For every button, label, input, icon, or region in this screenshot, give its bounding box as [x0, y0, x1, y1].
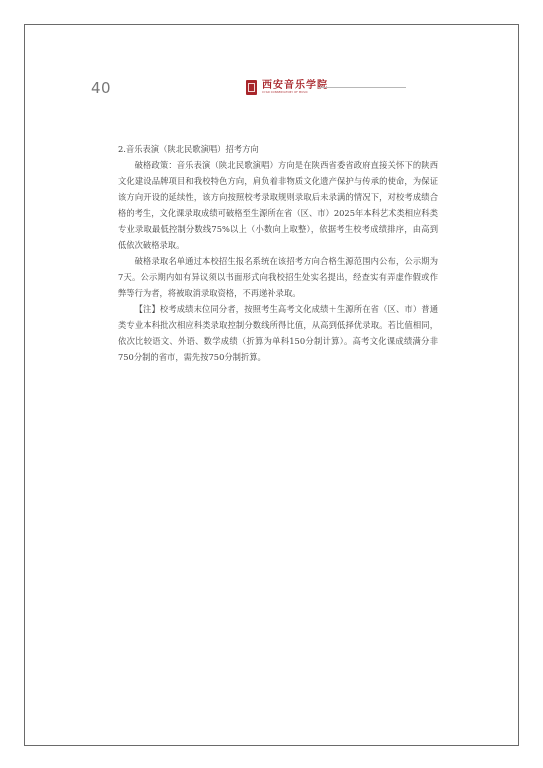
logo-subtitle: XI'AN CONSERVATORY OF MUSIC: [262, 90, 308, 94]
logo-name: 西安音乐学院: [262, 79, 328, 91]
university-logo: [246, 80, 328, 95]
paragraph-publicity: 破格录取名单通过本校招生报名系统在该招考方向合格生源范围内公布，公示期为7天。公示期内如有异议须以书面形式向我校招生处实名提出，经查实有弄虚作假或作弊等行为者，将被取消录取资格，不再递补录取。: [118, 256, 438, 298]
paragraph-note: 【注】校考成绩末位同分者，按照考生高考文化成绩＋生源所在省（区、市）普通类专业本科批次相应科类录取控制分数线所得比值，从高到低择优录取。若比值相同，依次比较语文、外语、数学成绩（折算为单科150分制计算）。高考文化课成绩满分非750分制的省市，需先按750分制折算。: [118, 304, 438, 362]
page-frame: [24, 24, 519, 746]
seal-icon: [246, 80, 257, 95]
page-number: 40: [91, 79, 112, 97]
paragraph-policy: 破格政策：音乐表演（陕北民歌演唱）方向是在陕西省委省政府直接关怀下的陕西文化建设品牌项目和我校特色方向，肩负着非物质文化遗产保护与传承的使命，为保证该方向开设的延续性，该方向按照校考录取规则录取后未录满的情况下，对校考成绩合格的考生，文化课录取成绩可破格至生源所在省（区、市）2025年本科艺术类相应科类专业录取最低控制分数线75%以上（小数向上取整），依据考生校考成绩排序，由高到低依次破格录取。: [118, 160, 438, 250]
header-divider: [318, 87, 406, 88]
section-title: 2.音乐表演（陕北民歌演唱）招考方向: [118, 144, 259, 154]
document-body: [118, 141, 438, 365]
